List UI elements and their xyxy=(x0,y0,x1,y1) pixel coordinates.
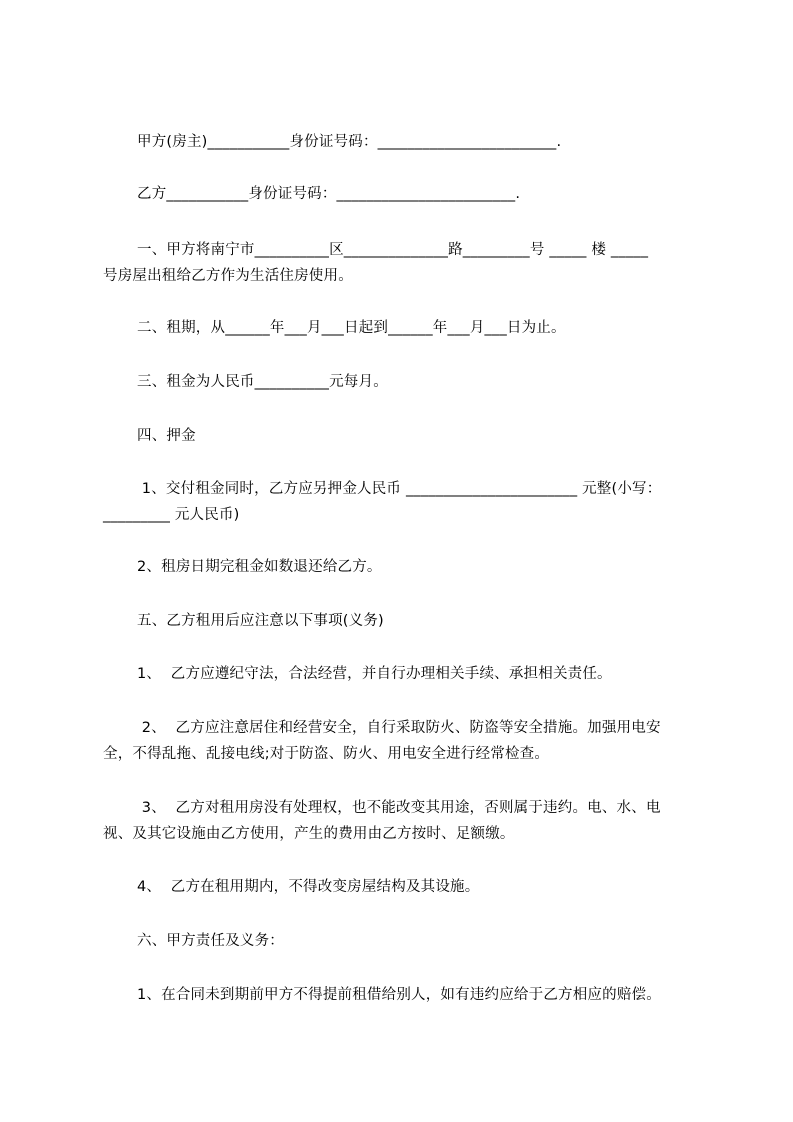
clause-2: 二、租期，从______年___月___日起到______年___月___日为止。 xyxy=(137,320,566,336)
clause-5-item-3-line-1: 3、 乙方对租用房没有处理权，也不能改变其用途，否则属于违约。电、水、电 xyxy=(137,800,661,816)
clause-5-item-3-line-2: 视、及其它设施由乙方使用，产生的费用由乙方按时、足额缴。 xyxy=(103,826,515,842)
clause-5-item-2-line-2: 全，不得乱拖、乱接电线;对于防盗、防火、用电安全进行经常检查。 xyxy=(103,746,550,762)
clause-1-line-2: 号房屋出租给乙方作为生活住房使用。 xyxy=(103,268,353,284)
clause-6-item-1: 1、在合同未到期前甲方不得提前租借给别人，如有违约应给于乙方相应的赔偿。 xyxy=(137,987,661,1003)
clause-3: 三、租金为人民币__________元每月。 xyxy=(137,374,388,390)
clause-4-item-1-line-1: 1、交付租金同时，乙方应另押金人民币 _______________________ 元整(小写： xyxy=(137,481,662,497)
clause-5-title: 五、乙方租用后应注意以下事项(义务) xyxy=(137,613,384,629)
clause-5-item-4: 4、 乙方在租用期内，不得改变房屋结构及其设施。 xyxy=(137,879,480,895)
clause-6-title: 六、甲方责任及义务： xyxy=(137,933,284,949)
clause-1-line-1: 一、甲方将南宁市__________区______________路_________号 _____ 楼 _____ xyxy=(137,242,649,258)
party-b-line: 乙方___________身份证号码：________________________. xyxy=(137,186,521,202)
party-a-line: 甲方(房主)___________身份证号码：________________________. xyxy=(137,134,562,150)
clause-5-item-1: 1、 乙方应遵纪守法，合法经营，并自行办理相关手续、承担相关责任。 xyxy=(137,666,612,682)
clause-5-item-2-line-1: 2、 乙方应注意居住和经营安全，自行采取防火、防盗等安全措施。加强用电安 xyxy=(137,720,661,736)
clause-4-item-1-line-2: _________ 元人民币) xyxy=(103,507,240,523)
clause-4-item-2: 2、租房日期完租金如数退还给乙方。 xyxy=(137,559,382,575)
clause-4-title: 四、押金 xyxy=(137,428,196,444)
